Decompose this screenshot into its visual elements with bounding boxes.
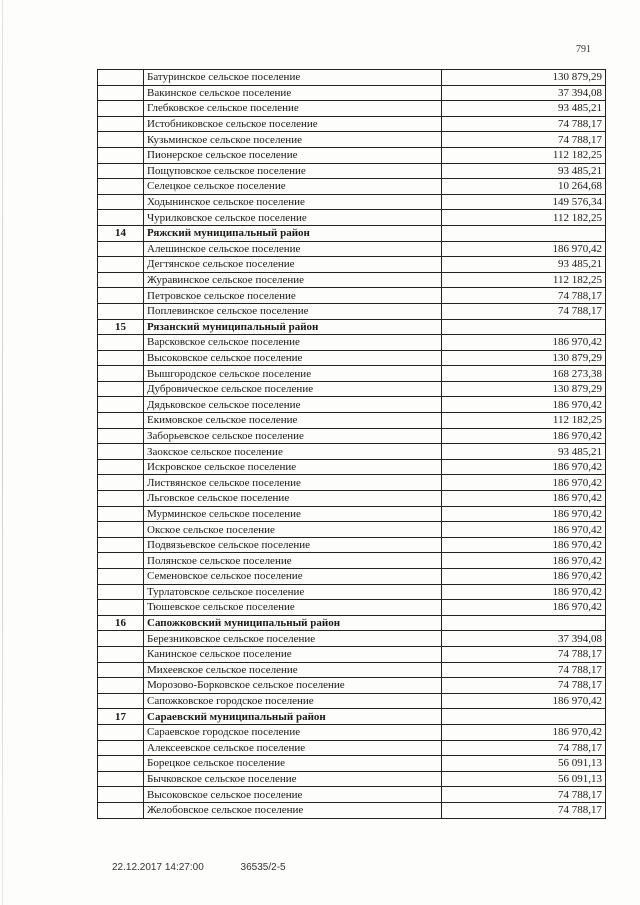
- row-value: 186 970,42: [442, 553, 606, 569]
- row-value: 186 970,42: [442, 397, 606, 413]
- table-row: [98, 288, 606, 304]
- row-name: Тюшевское сельское поселение: [144, 600, 442, 616]
- row-number: 14: [98, 225, 144, 241]
- row-number: [98, 600, 144, 616]
- row-number: [98, 381, 144, 397]
- row-value: 186 970,42: [442, 459, 606, 475]
- table-row: [98, 600, 606, 616]
- row-name: Подвязьевское сельское поселение: [144, 537, 442, 553]
- table-row: [98, 553, 606, 569]
- row-number: [98, 724, 144, 740]
- row-value: 130 879,29: [442, 70, 606, 86]
- row-value: 56 091,13: [442, 771, 606, 787]
- row-number: [98, 475, 144, 491]
- row-number: [98, 740, 144, 756]
- row-name: Алешинское сельское поселение: [144, 241, 442, 257]
- row-number: [98, 272, 144, 288]
- table-row: [98, 132, 606, 148]
- row-value: 186 970,42: [442, 428, 606, 444]
- table-row: [98, 116, 606, 132]
- row-number: [98, 303, 144, 319]
- row-number: [98, 335, 144, 351]
- row-value: [442, 615, 606, 631]
- row-value: 74 788,17: [442, 802, 606, 818]
- row-number: [98, 584, 144, 600]
- row-number: [98, 646, 144, 662]
- row-value: 112 182,25: [442, 413, 606, 429]
- table-row: [98, 257, 606, 273]
- row-value: 149 576,34: [442, 194, 606, 210]
- row-name: Березниковское сельское поселение: [144, 631, 442, 647]
- row-number: [98, 101, 144, 117]
- table-row: [98, 350, 606, 366]
- row-name: Ходынинское сельское поселение: [144, 194, 442, 210]
- table-row: [98, 272, 606, 288]
- row-name: Льговское сельское поселение: [144, 491, 442, 507]
- row-number: [98, 85, 144, 101]
- row-value: 130 879,29: [442, 350, 606, 366]
- row-name: Журавинское сельское поселение: [144, 272, 442, 288]
- row-value: 186 970,42: [442, 569, 606, 585]
- row-name: Канинское сельское поселение: [144, 646, 442, 662]
- row-number: [98, 662, 144, 678]
- row-number: [98, 631, 144, 647]
- settlements-table: [97, 69, 606, 819]
- row-number: [98, 397, 144, 413]
- row-number: [98, 506, 144, 522]
- row-value: 186 970,42: [442, 522, 606, 538]
- row-name: Семеновское сельское поселение: [144, 569, 442, 585]
- row-number: [98, 163, 144, 179]
- row-value: 74 788,17: [442, 678, 606, 694]
- table-row: [98, 756, 606, 772]
- row-number: [98, 147, 144, 163]
- row-value: [442, 319, 606, 335]
- row-name: Кузьминское сельское поселение: [144, 132, 442, 148]
- row-value: [442, 225, 606, 241]
- row-number: 17: [98, 709, 144, 725]
- row-name: Ряжский муниципальный район: [144, 225, 442, 241]
- row-value: 186 970,42: [442, 335, 606, 351]
- table-body: [98, 70, 606, 819]
- table-row: [98, 506, 606, 522]
- row-value: 37 394,08: [442, 85, 606, 101]
- row-number: [98, 350, 144, 366]
- row-number: [98, 70, 144, 86]
- table-row: [98, 413, 606, 429]
- row-value: 112 182,25: [442, 210, 606, 226]
- table-row: [98, 459, 606, 475]
- row-number: [98, 693, 144, 709]
- row-name: Окское сельское поселение: [144, 522, 442, 538]
- row-value: 74 788,17: [442, 646, 606, 662]
- row-number: [98, 569, 144, 585]
- row-number: [98, 756, 144, 772]
- row-name: Рязанский муниципальный район: [144, 319, 442, 335]
- district-row: [98, 319, 606, 335]
- row-value: 186 970,42: [442, 693, 606, 709]
- row-number: [98, 678, 144, 694]
- row-number: [98, 444, 144, 460]
- row-name: Селецкое сельское поселение: [144, 179, 442, 195]
- table-row: [98, 740, 606, 756]
- row-value: 74 788,17: [442, 132, 606, 148]
- row-value: 74 788,17: [442, 116, 606, 132]
- table-row: [98, 397, 606, 413]
- table-row: [98, 179, 606, 195]
- row-name: Алексеевское сельское поселение: [144, 740, 442, 756]
- table-row: [98, 101, 606, 117]
- table-row: [98, 537, 606, 553]
- row-number: [98, 257, 144, 273]
- row-value: 10 264,68: [442, 179, 606, 195]
- row-value: 186 970,42: [442, 600, 606, 616]
- row-value: 186 970,42: [442, 537, 606, 553]
- row-number: [98, 428, 144, 444]
- row-name: Сапожковский муниципальный район: [144, 615, 442, 631]
- row-number: [98, 787, 144, 803]
- row-name: Дегтянское сельское поселение: [144, 257, 442, 273]
- footer-timestamp: 22.12.2017 14:27:00: [112, 862, 204, 873]
- row-number: [98, 771, 144, 787]
- table-row: [98, 428, 606, 444]
- row-value: 93 485,21: [442, 257, 606, 273]
- table-row: [98, 646, 606, 662]
- row-name: Искровское сельское поселение: [144, 459, 442, 475]
- row-name: Варсковское сельское поселение: [144, 335, 442, 351]
- row-value: 130 879,29: [442, 381, 606, 397]
- row-name: Глебковское сельское поселение: [144, 101, 442, 117]
- row-name: Заборьевское сельское поселение: [144, 428, 442, 444]
- row-name: Мурминское сельское поселение: [144, 506, 442, 522]
- row-name: Турлатовское сельское поселение: [144, 584, 442, 600]
- row-name: Пощуповское сельское поселение: [144, 163, 442, 179]
- table-row: [98, 70, 606, 86]
- row-value: 56 091,13: [442, 756, 606, 772]
- row-value: 74 788,17: [442, 288, 606, 304]
- row-name: Заокское сельское поселение: [144, 444, 442, 460]
- row-number: [98, 491, 144, 507]
- row-number: [98, 194, 144, 210]
- row-name: Батуринское сельское поселение: [144, 70, 442, 86]
- row-number: [98, 179, 144, 195]
- row-value: 74 788,17: [442, 787, 606, 803]
- row-value: 74 788,17: [442, 303, 606, 319]
- row-name: Истобниковское сельское поселение: [144, 116, 442, 132]
- row-name: Пионерское сельское поселение: [144, 147, 442, 163]
- row-value: 186 970,42: [442, 475, 606, 491]
- table-row: [98, 724, 606, 740]
- row-name: Листвянское сельское поселение: [144, 475, 442, 491]
- table-row: [98, 210, 606, 226]
- row-number: 16: [98, 615, 144, 631]
- table-row: [98, 771, 606, 787]
- row-name: Екимовское сельское поселение: [144, 413, 442, 429]
- table-row: [98, 678, 606, 694]
- row-name: Чурилковское сельское поселение: [144, 210, 442, 226]
- table-row: [98, 444, 606, 460]
- district-row: [98, 225, 606, 241]
- row-name: Вакинское сельское поселение: [144, 85, 442, 101]
- row-name: Дубровическое сельское поселение: [144, 381, 442, 397]
- table-row: [98, 381, 606, 397]
- row-number: 15: [98, 319, 144, 335]
- row-value: 93 485,21: [442, 444, 606, 460]
- page-number: 791: [576, 44, 591, 55]
- district-row: [98, 615, 606, 631]
- row-value: 186 970,42: [442, 506, 606, 522]
- row-name: Морозово-Борковское сельское поселение: [144, 678, 442, 694]
- row-value: 186 970,42: [442, 584, 606, 600]
- district-row: [98, 709, 606, 725]
- row-value: 186 970,42: [442, 724, 606, 740]
- table-row: [98, 802, 606, 818]
- row-number: [98, 366, 144, 382]
- row-value: 93 485,21: [442, 163, 606, 179]
- row-name: Желобовское сельское поселение: [144, 802, 442, 818]
- row-value: 93 485,21: [442, 101, 606, 117]
- row-value: 168 273,38: [442, 366, 606, 382]
- table-row: [98, 491, 606, 507]
- row-name: Бычковское сельское поселение: [144, 771, 442, 787]
- table-row: [98, 147, 606, 163]
- table-row: [98, 163, 606, 179]
- row-number: [98, 459, 144, 475]
- row-name: Полянское сельское поселение: [144, 553, 442, 569]
- table-row: [98, 303, 606, 319]
- row-number: [98, 802, 144, 818]
- row-value: 186 970,42: [442, 491, 606, 507]
- table-row: [98, 787, 606, 803]
- page-edge-shadow: [2, 0, 3, 905]
- row-value: 37 394,08: [442, 631, 606, 647]
- row-number: [98, 553, 144, 569]
- table-row: [98, 693, 606, 709]
- table-row: [98, 522, 606, 538]
- row-number: [98, 241, 144, 257]
- row-value: 186 970,42: [442, 241, 606, 257]
- row-value: 112 182,25: [442, 147, 606, 163]
- row-name: Петровское сельское поселение: [144, 288, 442, 304]
- row-number: [98, 537, 144, 553]
- row-number: [98, 288, 144, 304]
- row-number: [98, 210, 144, 226]
- table-row: [98, 241, 606, 257]
- row-name: Михеевское сельское поселение: [144, 662, 442, 678]
- row-name: Вышгородское сельское поселение: [144, 366, 442, 382]
- row-name: Дядьковское сельское поселение: [144, 397, 442, 413]
- table-row: [98, 631, 606, 647]
- row-value: 74 788,17: [442, 662, 606, 678]
- row-number: [98, 116, 144, 132]
- table-row: [98, 194, 606, 210]
- table-row: [98, 366, 606, 382]
- table-row: [98, 662, 606, 678]
- row-name: Борецкое сельское поселение: [144, 756, 442, 772]
- row-name: Высоковское сельское поселение: [144, 787, 442, 803]
- row-number: [98, 522, 144, 538]
- row-value: 74 788,17: [442, 740, 606, 756]
- row-number: [98, 413, 144, 429]
- table-row: [98, 85, 606, 101]
- row-name: Сапожковское городское поселение: [144, 693, 442, 709]
- table-row: [98, 584, 606, 600]
- table-row: [98, 569, 606, 585]
- footer-doc-code: 36535/2-5: [240, 862, 286, 873]
- table-row: [98, 335, 606, 351]
- row-name: Поплевинское сельское поселение: [144, 303, 442, 319]
- row-value: 112 182,25: [442, 272, 606, 288]
- row-number: [98, 132, 144, 148]
- row-name: Сараевское городское поселение: [144, 724, 442, 740]
- page-footer: [112, 862, 320, 873]
- row-value: [442, 709, 606, 725]
- row-name: Сараевский муниципальный район: [144, 709, 442, 725]
- row-name: Высоковское сельское поселение: [144, 350, 442, 366]
- table-row: [98, 475, 606, 491]
